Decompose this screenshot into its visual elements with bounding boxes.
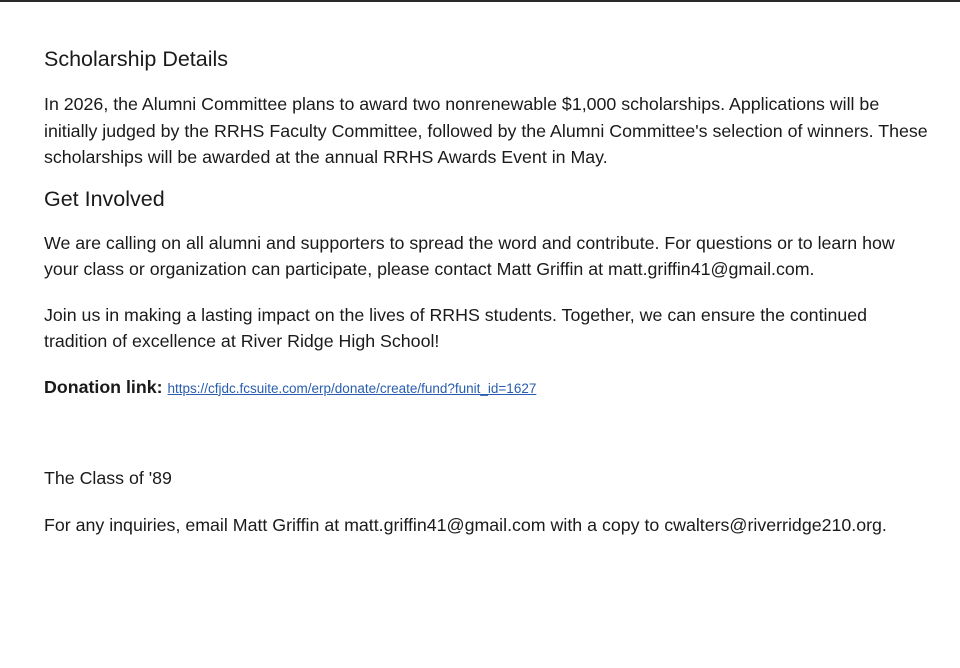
join-us-paragraph: Join us in making a lasting impact on the lives of RRHS students. Together, we can ensure the continued tradition of excellence at River Ridge High School! (44, 304, 868, 351)
scholarship-details-paragraph: In 2026, the Alumni Committee plans to award two nonrenewable $1,000 scholarships. Applications will be initially judged by the RRHS Faculty Committee, followed by the Alumni Committee's selection of winners. These scholarships will be awarded at the annual RRHS Awards Event in May. (44, 94, 928, 167)
get-involved-heading: Get Involved (44, 186, 165, 211)
inquiries-paragraph: For any inquiries, email Matt Griffin at matt.griffin41@gmail.com with a copy to cwalters@riverridge210.org. (44, 514, 887, 535)
donation-link-label: Donation link: (44, 376, 163, 397)
signoff-text: The Class of '89 (44, 468, 172, 488)
top-border-rule (0, 0, 960, 2)
document-body (44, 44, 934, 538)
donation-line (44, 374, 934, 403)
donation-link[interactable]: https://cfjdc.fcsuite.com/erp/donate/create/fund?funit_id=1627 (167, 380, 537, 396)
get-involved-paragraph: We are calling on all alumni and supporters to spread the word and contribute. For questions or to learn how your class or organization can participate, please contact Matt Griffin at matt.griffin41@gmail.com. (44, 232, 895, 279)
scholarship-details-heading: Scholarship Details (44, 47, 229, 71)
